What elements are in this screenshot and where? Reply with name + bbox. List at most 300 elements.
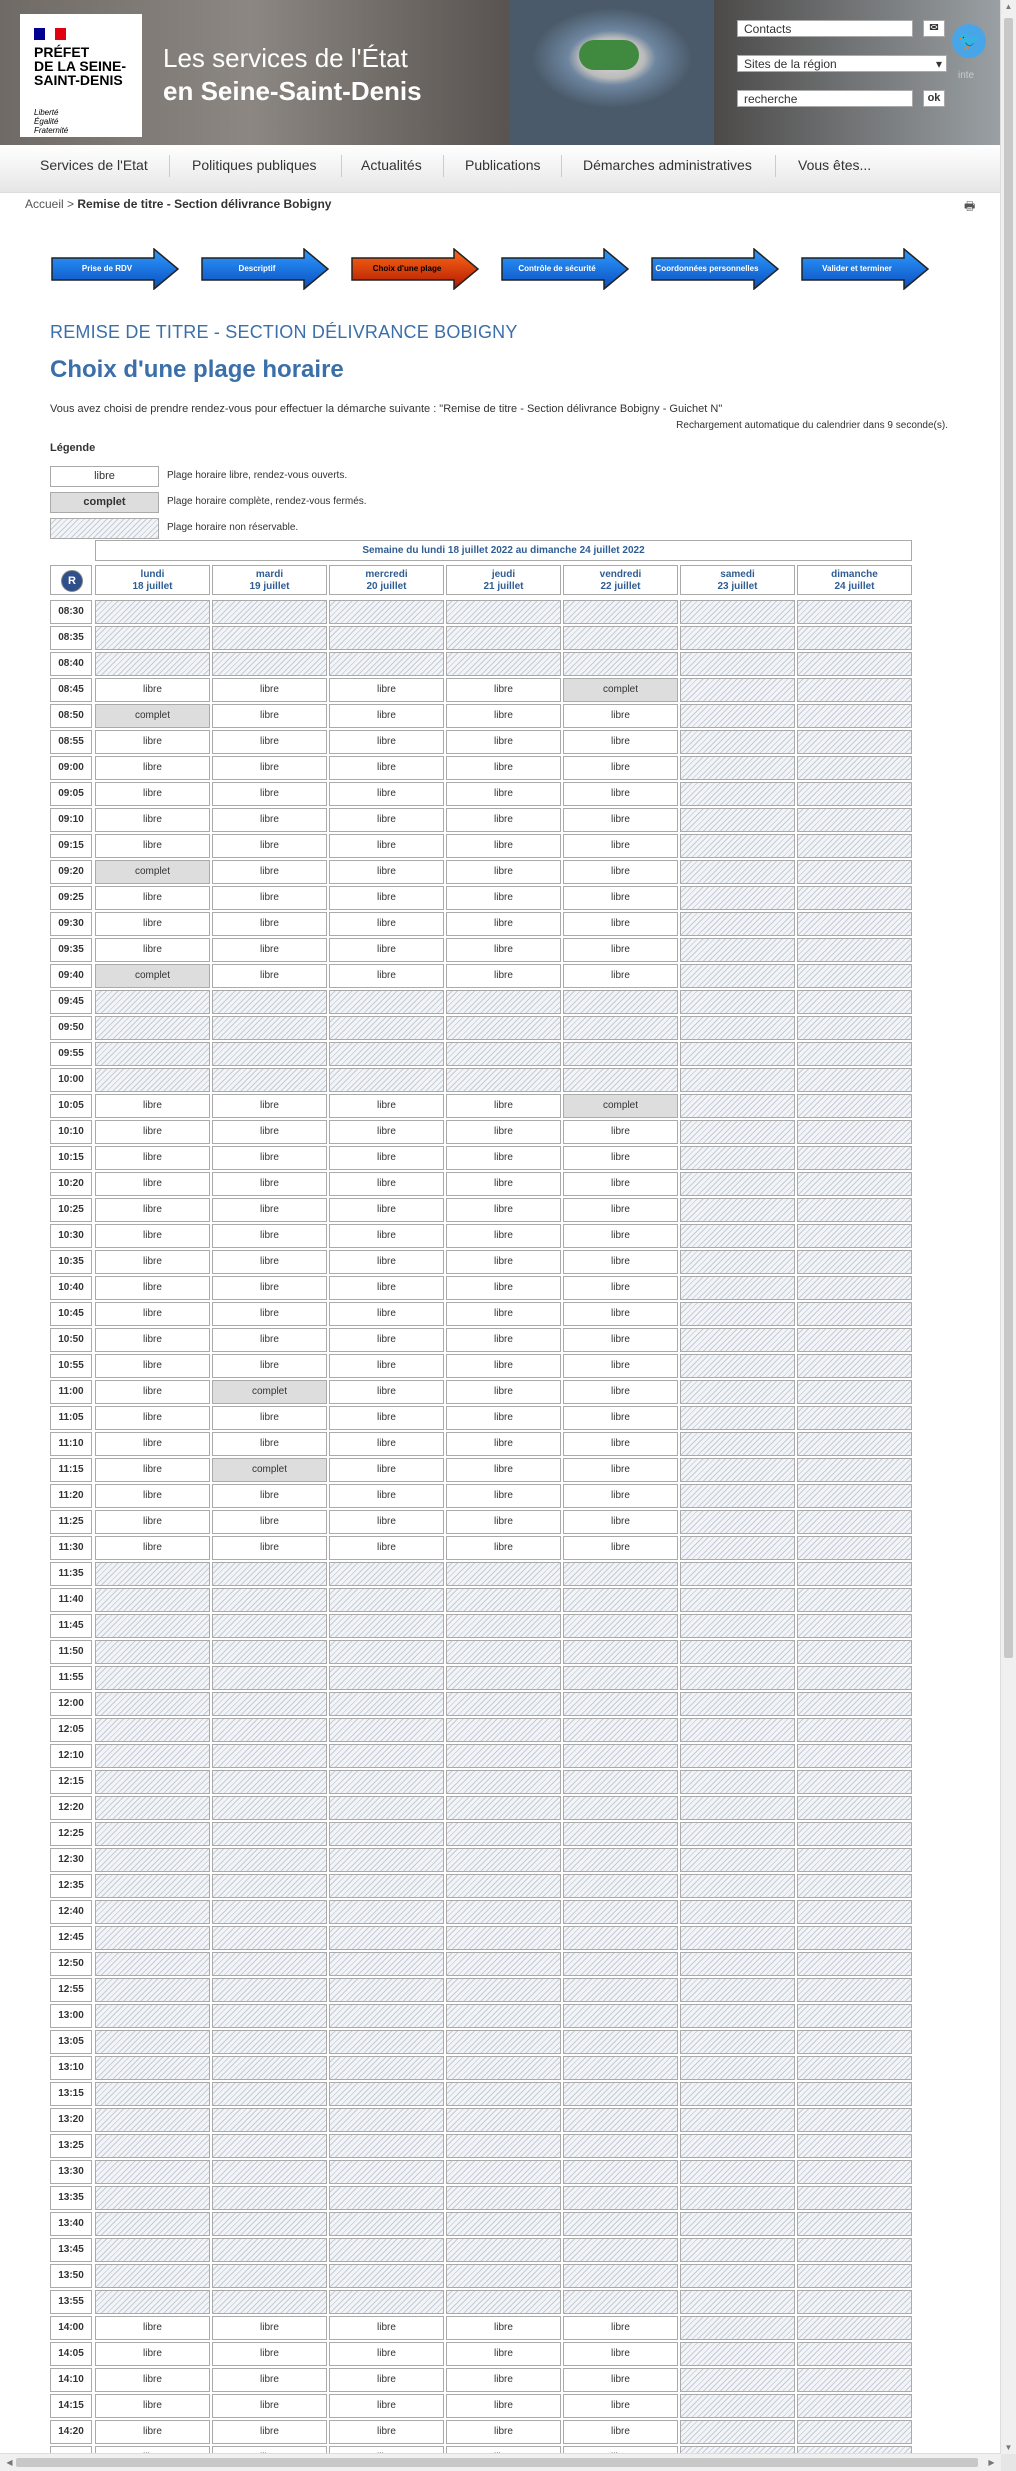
- slot-unavailable: [797, 964, 912, 988]
- slot-unavailable: [446, 626, 561, 650]
- table-row: [50, 2420, 914, 2444]
- slot-free[interactable]: libre: [95, 1172, 210, 1196]
- slot-free[interactable]: libre: [446, 730, 561, 754]
- sites-region-select[interactable]: Sites de la région ▾: [737, 55, 947, 72]
- slot-free[interactable]: libre: [329, 886, 444, 910]
- time-label: 11:40: [50, 1588, 92, 1612]
- slot-free[interactable]: libre: [446, 1536, 561, 1560]
- slot-unavailable: [329, 1900, 444, 1924]
- slot-free[interactable]: libre: [563, 1198, 678, 1222]
- slot-free[interactable]: libre: [212, 808, 327, 832]
- slot-unavailable: [680, 834, 795, 858]
- slot-unavailable: [212, 2004, 327, 2028]
- slot-free[interactable]: libre: [329, 2316, 444, 2340]
- scroll-left-icon[interactable]: ◀: [6, 2458, 13, 2467]
- slot-free[interactable]: libre: [95, 1328, 210, 1352]
- slot-unavailable: [680, 1042, 795, 1066]
- slot-unavailable: [446, 1874, 561, 1898]
- slot-unavailable: [95, 2160, 210, 2184]
- slot-unavailable: [680, 1640, 795, 1664]
- slot-free[interactable]: libre: [95, 1276, 210, 1300]
- slot-free[interactable]: libre: [95, 2368, 210, 2392]
- slot-free[interactable]: libre: [212, 912, 327, 936]
- slot-unavailable: [563, 2264, 678, 2288]
- slot-free[interactable]: libre: [563, 964, 678, 988]
- slot-free[interactable]: libre: [212, 938, 327, 962]
- slot-free[interactable]: libre: [329, 1510, 444, 1534]
- table-row: [50, 1302, 914, 1326]
- slot-unavailable: [797, 2316, 912, 2340]
- nav-publications[interactable]: Publications: [465, 157, 541, 173]
- slot-unavailable: [797, 1770, 912, 1794]
- slot-free[interactable]: libre: [329, 1458, 444, 1482]
- slot-free[interactable]: libre: [446, 1172, 561, 1196]
- slot-free[interactable]: libre: [212, 704, 327, 728]
- time-label: 09:50: [50, 1016, 92, 1040]
- slot-unavailable: [446, 2082, 561, 2106]
- slot-free[interactable]: libre: [446, 938, 561, 962]
- slot-free[interactable]: libre: [95, 1224, 210, 1248]
- slot-free[interactable]: libre: [446, 1510, 561, 1534]
- slot-free[interactable]: libre: [446, 1094, 561, 1118]
- slot-free[interactable]: libre: [446, 1458, 561, 1482]
- slot-free[interactable]: libre: [95, 886, 210, 910]
- slot-free[interactable]: libre: [95, 1458, 210, 1482]
- slot-free[interactable]: libre: [212, 1250, 327, 1274]
- table-row: [50, 1068, 914, 1092]
- time-label: 12:55: [50, 1978, 92, 2002]
- slot-free[interactable]: libre: [446, 834, 561, 858]
- slot-unavailable: [446, 1900, 561, 1924]
- slot-unavailable: [212, 2108, 327, 2132]
- slot-free[interactable]: libre: [446, 860, 561, 884]
- slot-unavailable: [797, 1952, 912, 1976]
- slot-free[interactable]: libre: [212, 860, 327, 884]
- mail-icon[interactable]: ✉: [923, 20, 945, 37]
- slot-free[interactable]: libre: [212, 782, 327, 806]
- slot-free[interactable]: libre: [329, 1380, 444, 1404]
- slot-free[interactable]: libre: [563, 1536, 678, 1560]
- slot-free[interactable]: libre: [563, 2394, 678, 2418]
- slot-unavailable: [797, 1354, 912, 1378]
- slot-unavailable: [797, 1328, 912, 1352]
- site-title[interactable]: Les services de l'État en Seine-Saint-Denis: [163, 43, 422, 106]
- slot-free[interactable]: libre: [446, 1120, 561, 1144]
- slot-free[interactable]: libre: [563, 2420, 678, 2444]
- slot-free[interactable]: libre: [212, 886, 327, 910]
- table-row: [50, 1562, 914, 1586]
- slot-free[interactable]: libre: [212, 678, 327, 702]
- slot-free[interactable]: libre: [212, 1094, 327, 1118]
- slot-free[interactable]: libre: [563, 1250, 678, 1274]
- slot-free[interactable]: libre: [95, 1510, 210, 1534]
- slot-free[interactable]: libre: [329, 834, 444, 858]
- step-6[interactable]: Valider et terminer: [800, 248, 930, 290]
- slot-free[interactable]: libre: [563, 834, 678, 858]
- slot-free[interactable]: libre: [446, 756, 561, 780]
- slot-free[interactable]: libre: [95, 2342, 210, 2366]
- slot-free[interactable]: libre: [563, 912, 678, 936]
- slot-free[interactable]: libre: [446, 1406, 561, 1430]
- slot-free[interactable]: libre: [329, 1250, 444, 1274]
- table-row: [50, 1770, 914, 1794]
- slot-unavailable: [797, 2238, 912, 2262]
- table-row: [50, 1510, 914, 1534]
- slot-free[interactable]: libre: [95, 1406, 210, 1430]
- slot-free[interactable]: libre: [95, 2394, 210, 2418]
- slot-free[interactable]: libre: [95, 834, 210, 858]
- slot-free[interactable]: libre: [212, 1536, 327, 1560]
- scroll-right-icon[interactable]: ▶: [988, 2458, 995, 2467]
- slot-free[interactable]: libre: [95, 2316, 210, 2340]
- slot-unavailable: [680, 2394, 795, 2418]
- time-label: 14:20: [50, 2420, 92, 2444]
- slot-free[interactable]: libre: [212, 730, 327, 754]
- slot-unavailable: [446, 1640, 561, 1664]
- nav-services[interactable]: Services de l'Etat: [40, 157, 148, 173]
- slot-unavailable: [329, 1068, 444, 1092]
- slot-free[interactable]: libre: [563, 1276, 678, 1300]
- slot-free[interactable]: libre: [329, 1172, 444, 1196]
- breadcrumb-home[interactable]: Accueil: [25, 197, 64, 211]
- slot-free[interactable]: libre: [212, 756, 327, 780]
- slot-free[interactable]: libre: [329, 938, 444, 962]
- slot-free[interactable]: libre: [563, 808, 678, 832]
- slot-free[interactable]: libre: [563, 1224, 678, 1248]
- slot-free[interactable]: libre: [329, 1120, 444, 1144]
- slot-unavailable: [446, 2134, 561, 2158]
- slot-free[interactable]: libre: [446, 704, 561, 728]
- slot-free[interactable]: libre: [329, 1276, 444, 1300]
- slot-free[interactable]: libre: [446, 2316, 561, 2340]
- slot-free[interactable]: libre: [563, 704, 678, 728]
- slot-free[interactable]: libre: [329, 808, 444, 832]
- slot-unavailable: [680, 2134, 795, 2158]
- time-label: 12:45: [50, 1926, 92, 1950]
- slot-free[interactable]: libre: [329, 2342, 444, 2366]
- slot-unavailable: [212, 1614, 327, 1638]
- slot-free[interactable]: libre: [329, 782, 444, 806]
- hscroll-thumb[interactable]: [16, 2458, 978, 2467]
- slot-unavailable: [563, 1588, 678, 1612]
- slot-free[interactable]: libre: [212, 2394, 327, 2418]
- slot-free[interactable]: libre: [95, 2420, 210, 2444]
- time-label: 10:00: [50, 1068, 92, 1092]
- slot-free[interactable]: libre: [563, 860, 678, 884]
- slot-free[interactable]: libre: [95, 1302, 210, 1326]
- slot-free[interactable]: libre: [329, 1354, 444, 1378]
- slot-free[interactable]: libre: [329, 1328, 444, 1352]
- slot-unavailable: [446, 1666, 561, 1690]
- slot-free[interactable]: libre: [329, 1406, 444, 1430]
- slot-free[interactable]: libre: [446, 1354, 561, 1378]
- slot-free[interactable]: libre: [329, 1432, 444, 1456]
- table-row: [50, 2082, 914, 2106]
- slot-free[interactable]: libre: [563, 1172, 678, 1196]
- time-label: 10:10: [50, 1120, 92, 1144]
- slot-free[interactable]: libre: [95, 1250, 210, 1274]
- slot-free[interactable]: libre: [563, 1120, 678, 1144]
- slot-unavailable: [680, 1770, 795, 1794]
- slot-free[interactable]: libre: [95, 808, 210, 832]
- slot-unavailable: [95, 2212, 210, 2236]
- slot-free[interactable]: libre: [563, 938, 678, 962]
- slot-free[interactable]: libre: [446, 1380, 561, 1404]
- slot-free[interactable]: libre: [212, 1120, 327, 1144]
- slot-unavailable: [680, 626, 795, 650]
- slot-unavailable: [797, 2108, 912, 2132]
- slot-unavailable: [95, 2264, 210, 2288]
- print-icon[interactable]: 🖶: [964, 199, 976, 213]
- slot-unavailable: [680, 1016, 795, 1040]
- slot-free[interactable]: libre: [329, 1536, 444, 1560]
- step-4[interactable]: Contrôle de sécurité: [500, 248, 630, 290]
- slot-free[interactable]: libre: [563, 1354, 678, 1378]
- slot-free[interactable]: libre: [446, 1276, 561, 1300]
- search-input[interactable]: recherche: [737, 90, 913, 107]
- slot-free[interactable]: libre: [563, 1484, 678, 1508]
- slot-unavailable: [797, 1094, 912, 1118]
- nav-vous-etes[interactable]: Vous êtes...: [798, 157, 872, 173]
- slot-unavailable: [797, 938, 912, 962]
- slot-unavailable: [797, 1458, 912, 1482]
- slot-free[interactable]: libre: [95, 1146, 210, 1170]
- slot-free[interactable]: libre: [95, 782, 210, 806]
- slot-free[interactable]: libre: [329, 964, 444, 988]
- slot-unavailable: [563, 1614, 678, 1638]
- nav-actualites[interactable]: Actualités: [361, 157, 422, 173]
- slot-free[interactable]: libre: [212, 1354, 327, 1378]
- slot-free[interactable]: libre: [95, 938, 210, 962]
- slot-free[interactable]: libre: [563, 1458, 678, 1482]
- slot-unavailable: [212, 2056, 327, 2080]
- slot-free[interactable]: libre: [329, 704, 444, 728]
- slot-free[interactable]: libre: [446, 2394, 561, 2418]
- slot-unavailable: [329, 2264, 444, 2288]
- slot-unavailable: [212, 2238, 327, 2262]
- slot-free[interactable]: libre: [212, 2420, 327, 2444]
- slot-free[interactable]: libre: [212, 2342, 327, 2366]
- table-row: [50, 2368, 914, 2392]
- slot-free[interactable]: libre: [329, 2420, 444, 2444]
- table-row: [50, 1120, 914, 1144]
- slot-unavailable: [797, 756, 912, 780]
- time-label: 13:05: [50, 2030, 92, 2054]
- slot-free[interactable]: libre: [95, 730, 210, 754]
- scroll-thumb[interactable]: [1004, 18, 1013, 1658]
- slot-unavailable: [212, 2264, 327, 2288]
- slot-free[interactable]: libre: [446, 1432, 561, 1456]
- slot-unavailable: [446, 1692, 561, 1716]
- slot-free[interactable]: libre: [95, 1432, 210, 1456]
- slot-free[interactable]: libre: [446, 782, 561, 806]
- slot-free[interactable]: libre: [446, 886, 561, 910]
- slot-unavailable: [446, 1744, 561, 1768]
- time-label: 12:05: [50, 1718, 92, 1742]
- slot-unavailable: [563, 1718, 678, 1742]
- search-ok-button[interactable]: ok: [923, 90, 945, 107]
- slot-free[interactable]: libre: [212, 834, 327, 858]
- slot-free[interactable]: libre: [563, 1146, 678, 1170]
- time-label: 09:45: [50, 990, 92, 1014]
- slot-unavailable: [680, 2082, 795, 2106]
- table-row: [50, 1952, 914, 1976]
- twitter-icon[interactable]: 🐦: [952, 24, 986, 58]
- slot-unavailable: [446, 1562, 561, 1586]
- table-row: [50, 1042, 914, 1066]
- slot-free[interactable]: libre: [563, 2316, 678, 2340]
- slot-free[interactable]: libre: [446, 2368, 561, 2392]
- slot-free[interactable]: libre: [95, 756, 210, 780]
- slot-free[interactable]: libre: [563, 2368, 678, 2392]
- table-row: [50, 756, 914, 780]
- slot-free[interactable]: libre: [212, 1302, 327, 1326]
- calendar-refresh-icon[interactable]: R: [50, 565, 92, 595]
- slot-free[interactable]: libre: [212, 1146, 327, 1170]
- slot-unavailable: [329, 2108, 444, 2132]
- table-row: [50, 1198, 914, 1222]
- slot-free[interactable]: libre: [212, 2316, 327, 2340]
- slot-unavailable: [446, 2160, 561, 2184]
- slot-free[interactable]: libre: [329, 2394, 444, 2418]
- slot-unavailable: [95, 2056, 210, 2080]
- slot-free[interactable]: libre: [446, 1224, 561, 1248]
- slot-free[interactable]: libre: [563, 886, 678, 910]
- slot-unavailable: [563, 1978, 678, 2002]
- slot-unavailable: [797, 2160, 912, 2184]
- slot-unavailable: [446, 2030, 561, 2054]
- slot-free[interactable]: libre: [563, 1432, 678, 1456]
- slot-unavailable: [797, 1068, 912, 1092]
- slot-free[interactable]: libre: [446, 1328, 561, 1352]
- slot-free[interactable]: libre: [212, 1432, 327, 1456]
- table-row: [50, 1354, 914, 1378]
- slot-unavailable: [797, 1718, 912, 1742]
- slot-free[interactable]: libre: [329, 1094, 444, 1118]
- slot-free[interactable]: libre: [446, 1198, 561, 1222]
- time-label: 12:50: [50, 1952, 92, 1976]
- slot-free[interactable]: libre: [329, 678, 444, 702]
- slot-unavailable: [212, 1588, 327, 1612]
- slot-full: complet: [95, 704, 210, 728]
- slot-free[interactable]: libre: [95, 1354, 210, 1378]
- slot-free[interactable]: libre: [329, 1146, 444, 1170]
- slot-unavailable: [212, 1068, 327, 1092]
- prefet-logo[interactable]: [20, 14, 142, 137]
- slot-free[interactable]: libre: [95, 1094, 210, 1118]
- slot-free[interactable]: libre: [329, 912, 444, 936]
- slot-free[interactable]: libre: [212, 964, 327, 988]
- slot-unavailable: [95, 626, 210, 650]
- slot-free[interactable]: libre: [563, 756, 678, 780]
- slot-free[interactable]: libre: [95, 912, 210, 936]
- slot-free[interactable]: libre: [446, 808, 561, 832]
- slot-free[interactable]: libre: [446, 678, 561, 702]
- slot-free[interactable]: libre: [446, 912, 561, 936]
- time-label: 13:15: [50, 2082, 92, 2106]
- slot-free[interactable]: libre: [563, 1406, 678, 1430]
- slot-free[interactable]: libre: [446, 964, 561, 988]
- slot-free[interactable]: libre: [329, 1198, 444, 1222]
- slot-free[interactable]: libre: [329, 1224, 444, 1248]
- step-3[interactable]: Choix d'une plage: [350, 248, 480, 290]
- slot-free[interactable]: libre: [95, 1120, 210, 1144]
- slot-free[interactable]: libre: [563, 1510, 678, 1534]
- slot-free[interactable]: libre: [95, 1484, 210, 1508]
- nav-politiques[interactable]: Politiques publiques: [192, 157, 317, 173]
- time-label: 13:00: [50, 2004, 92, 2028]
- slot-free[interactable]: libre: [446, 2342, 561, 2366]
- slot-free[interactable]: libre: [563, 2342, 678, 2366]
- slot-free[interactable]: libre: [563, 1328, 678, 1352]
- slot-free[interactable]: libre: [212, 1198, 327, 1222]
- table-row: [50, 2134, 914, 2158]
- slot-unavailable: [446, 2108, 561, 2132]
- slot-free[interactable]: libre: [563, 730, 678, 754]
- step-5[interactable]: Coordonnées personnelles: [650, 248, 780, 290]
- slot-free[interactable]: libre: [446, 1250, 561, 1274]
- slot-free[interactable]: libre: [329, 756, 444, 780]
- slot-free[interactable]: libre: [212, 1172, 327, 1196]
- slot-free[interactable]: libre: [446, 1302, 561, 1326]
- slot-unavailable: [95, 1874, 210, 1898]
- slot-unavailable: [797, 626, 912, 650]
- time-label: 13:50: [50, 2264, 92, 2288]
- slot-free[interactable]: libre: [329, 860, 444, 884]
- slot-free[interactable]: libre: [212, 1224, 327, 1248]
- slot-unavailable: [95, 2108, 210, 2132]
- slot-free[interactable]: libre: [212, 2368, 327, 2392]
- scroll-down-icon[interactable]: ▼: [1004, 2443, 1013, 2452]
- nav-demarches[interactable]: Démarches administratives: [583, 157, 752, 173]
- slot-free[interactable]: libre: [212, 1328, 327, 1352]
- slot-unavailable: [680, 1796, 795, 1820]
- slot-unavailable: [446, 2290, 561, 2314]
- vertical-scrollbar[interactable]: [1000, 0, 1016, 2454]
- slot-unavailable: [95, 2082, 210, 2106]
- slot-unavailable: [329, 652, 444, 676]
- scroll-up-icon[interactable]: ▲: [1004, 2, 1013, 11]
- slot-free[interactable]: libre: [95, 1536, 210, 1560]
- slot-free[interactable]: libre: [563, 1302, 678, 1326]
- slot-free[interactable]: libre: [563, 782, 678, 806]
- slot-unavailable: [680, 1718, 795, 1742]
- slot-free[interactable]: libre: [212, 1276, 327, 1300]
- slot-free[interactable]: libre: [212, 1510, 327, 1534]
- slot-free[interactable]: libre: [95, 678, 210, 702]
- slot-unavailable: [212, 2134, 327, 2158]
- slot-free[interactable]: libre: [329, 1302, 444, 1326]
- slot-free[interactable]: libre: [329, 1484, 444, 1508]
- slot-unavailable: [797, 1016, 912, 1040]
- contacts-link[interactable]: Contacts: [737, 20, 913, 37]
- slot-free[interactable]: libre: [446, 2420, 561, 2444]
- slot-free[interactable]: libre: [329, 730, 444, 754]
- horizontal-scrollbar[interactable]: [0, 2453, 1001, 2471]
- slot-free[interactable]: libre: [446, 1146, 561, 1170]
- step-2[interactable]: Descriptif: [200, 248, 330, 290]
- slot-free[interactable]: libre: [563, 1380, 678, 1404]
- slot-unavailable: [680, 1068, 795, 1092]
- step-1[interactable]: Prise de RDV: [50, 248, 180, 290]
- slot-free[interactable]: libre: [329, 2368, 444, 2392]
- slot-free[interactable]: libre: [95, 1380, 210, 1404]
- slot-free[interactable]: libre: [212, 1484, 327, 1508]
- slot-free[interactable]: libre: [95, 1198, 210, 1222]
- slot-free[interactable]: libre: [212, 1406, 327, 1430]
- slot-unavailable: [680, 2212, 795, 2236]
- slot-free[interactable]: libre: [446, 1484, 561, 1508]
